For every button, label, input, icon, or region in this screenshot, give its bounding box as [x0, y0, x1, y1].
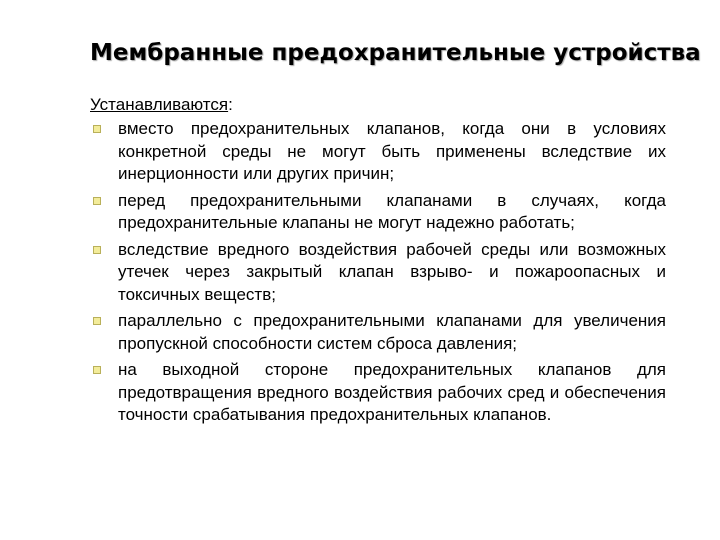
list-item: [90, 359, 666, 427]
square-bullet-icon: [93, 317, 101, 325]
intro-suffix: :: [228, 95, 233, 114]
list-item-text: вместо предохранительных клапанов, когда они в условиях конкретной среды не могут быть применены вследствие их инерционности или других причин;: [118, 119, 666, 183]
list-item-text: параллельно с предохранительными клапанами для увеличения пропускной способности систем сброса давления;: [118, 311, 666, 353]
square-bullet-icon: [93, 197, 101, 205]
list-item-text: перед предохранительными клапанами в случаях, когда предохранительные клапаны не могут надежно работать;: [118, 190, 666, 232]
list-item: [90, 310, 666, 355]
list-item: [90, 239, 666, 307]
list-item: [90, 118, 666, 186]
list-item-text: на выходной стороне предохранительных клапанов для предотвращения вредного воздействия рабочих сред и обеспечения точности срабатывания предохранительных клапанов.: [118, 360, 666, 424]
intro-label: Устанавливаются: [90, 95, 229, 114]
square-bullet-icon: [93, 125, 101, 133]
bullet-list: [90, 118, 666, 427]
intro-line: [90, 94, 666, 116]
slide-title: Мембранные предохранительные устройства: [90, 40, 701, 66]
list-item-text: вследствие вредного воздействия рабочей среды или возможных утечек через закрытый клапан взрыво- и пожароопасных и токсичных веществ;: [118, 239, 666, 304]
list-item: [90, 190, 666, 235]
square-bullet-icon: [93, 246, 101, 254]
square-bullet-icon: [93, 366, 101, 374]
slide-content: [90, 94, 666, 431]
